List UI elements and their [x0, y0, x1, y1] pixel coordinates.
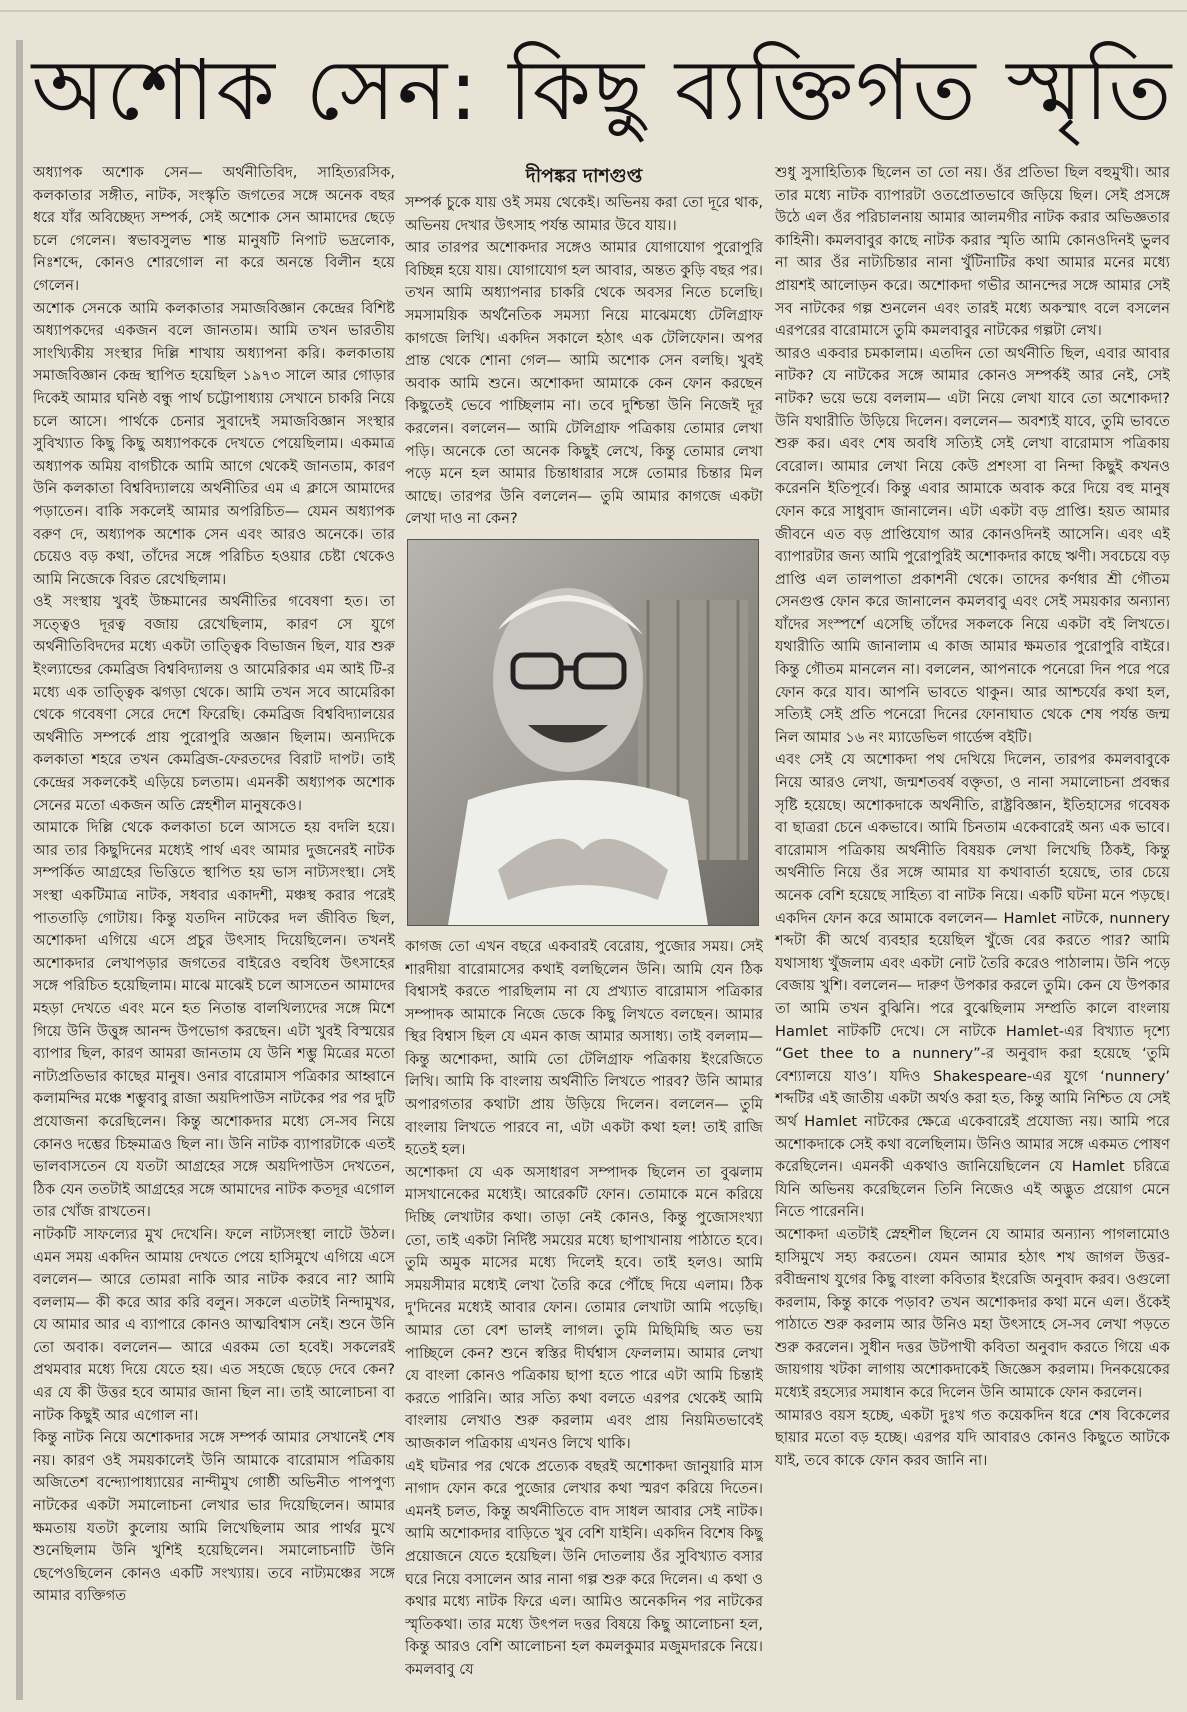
paragraph: ওই সংস্থায় খুবই উচ্চমানের অর্থনীতির গবেষণা হত। তা সত্ত্বেও দূরত্ব বজায় রেখেছিলাম, কারণ সে যুগে অর্থনীতিবিদদের মধ্যে একটা তাত্ত্বিক বিভাজন ছিল, যার শুরু ইংল্যান্ডের কেমব্রিজ বিশ্ববিদ্যালয় ও আমেরিকার এম আই টি-র মধ্যে এক তাত্ত্বিক ঝগড়া থেকে। আমি তখন সবে আমেরিকা থেকে গবেষণা সেরে দেশে ফিরেছি। কেমব্রিজ বিশ্ববিদ্যালয়ের অর্থনীতি সম্পর্কে প্রায় পুরোপুরি অজ্ঞান ছিলাম। অন্যদিকে কলকাতা শহরে তখন কেমব্রিজ-ফেরতদের বিরাট দাপট। তাই কেন্দ্রের সকলকেই এড়িয়ে চলতাম। এমনকী অধ্যাপক অশোক সেনের মতো একজন অতি স্নেহশীল মানুষকেও।: [33, 593, 395, 814]
paragraph: শুধু সুসাহিত্যিক ছিলেন তা তো নয়। ওঁর প্রতিভা ছিল বহুমুখী। আর তার মধ্যে নাটক ব্যাপারটা ওতপ্রোতভাবে জড়িয়ে ছিল। সেই প্রসঙ্গে উঠে এল ওঁর পরিচালনায় আমার আলমগীর নাটক করার অভিজ্ঞতার কাহিনী। কমলবাবুর কাছে নাটক করার স্মৃতি আমি কোনওদিনই ভুলব না আর ওঁর নাট্যচিন্তার নানা খুঁটিনাটির কথা আমার মনের মধ্যে প্রায়শই আলোড়ন করে। অশোকদা গভীর আনন্দের সঙ্গে আমার সেই সব নাটকের গল্প শুনলেন এবং তারই মধ্যে অকস্মাৎ বলে বসলেন এরপরের বারোমাসে তুমি কমলবাবুর নাটকের গল্পটা লেখ।: [775, 164, 1170, 340]
paragraph: আর তারপর অশোকদার সঙ্গেও আমার যোগাযোগ পুরোপুরি বিচ্ছিন্ন হয়ে যায়। যোগাযোগ হল আবার, অন্তত কুড়ি বছর পর। তখন আমি অধ্যাপনার চাকরি থেকে অবসর নিতে চলেছি। সমসাময়িক অর্থনৈতিক সমস্যা নিয়ে মাঝেমধ্যে টেলিগ্রাফ কাগজে লিখি। একদিন সকালে হঠাৎ এক টেলিফোন। অপর প্রান্ত থেকে শোনা গেল— আমি অশোক সেন বলছি। খুবই অবাক আমি শুনে। অশোকদা আমাকে কেন ফোন করছেন কিছুতেই ভেবে পাচ্ছিলাম না। তবে দুশ্চিন্তা উনি নিজেই দূর করলেন। বললেন— আমি টেলিগ্রাফ পত্রিকায় তোমার লেখা পড়ি। অনেকে তো অনেক কিছুই লেখে, কিন্তু তোমার লেখা পড়ে মনে হল আমার চিন্তাধারার সঙ্গে তোমার চিন্তার মিল আছে। তারপর উনি বললেন— তুমি আমার কাগজে একটা লেখা দাও না কেন?: [405, 239, 763, 528]
paragraph: অধ্যাপক অশোক সেন— অর্থনীতিবিদ, সাহিত্যরসিক, কলকাতার সঙ্গীত, নাটক, সংস্কৃতি জগতের সঙ্গে অনেক বছর ধরে যাঁর অবিচ্ছেদ্য সম্পর্ক, সেই অশোক সেন আমাদের ছেড়ে চলে গেলেন। স্বভাবসুলভ শান্ত মানুষটি নিপাট ভদ্রলোক, নিঃশব্দে, কোনও শোরগোল না করে অনন্তে বিলীন হয়ে গেলেন।: [33, 164, 395, 294]
paragraph: সম্পর্ক চুকে যায় ওই সময় থেকেই। অভিনয় করা তো দূরে থাক, অভিনয় দেখার উৎসাহ পর্যন্ত আমার উবে যায়।।: [405, 194, 763, 234]
author-byline: দীপঙ্কর দাশগুপ্ত: [525, 165, 643, 187]
paragraph: আরও একবার চমকালাম। এতদিন তো অর্থনীতি ছিল, এবার আবার নাটক? যে নাটকের সঙ্গে আমার কোনও সম্পর্কই আর নেই, সেই নাটক? ভয়ে ভয়ে বললাম— এটা নিয়ে লেখা যাবে তো অশোকদা? উনি যথারীতি উড়িয়ে দিলেন। বললেন— অবশ্যই যাবে, তুমি ভাবতে শুরু কর। এবং শেষ অবধি সত্যিই সেই লেখা বারোমাস পত্রিকায় বেরোল। আমার লেখা নিয়ে কেউ প্রশংসা বা নিন্দা কিছুই কখনও করেননি ইতিপূর্বে। কিন্তু এবার আমাকে অবাক করে দিয়ে বহু মানুষ ফোন করে সাধুবাদ জানালেন। এটা একটা বড় প্রাপ্তি। হয়ত আমার জীবনে এত বড় প্রাপ্তিযোগ আর কোনওদিনই আসেনি। এবং এই ব্যাপারটার জন্য আমি পুরোপুরিই অশোকদার কাছে ঋণী। সবচেয়ে বড় প্রাপ্তি এল তালপাতা প্রকাশনী থেকে। তাদের কর্ণধার শ্রী গৌতম সেনগুপ্ত ফোন করে জানালেন কমলবাবু এবং সেই সময়কার অন্যান্য যাঁদের সংস্পর্শে এসেছি তাঁদের সকলকে নিয়ে একটা বই লিখতে। যথারীতি আমি জানালাম এ কাজ আমার ক্ষমতার পুরোপুরি বাইরে। কিন্তু গৌতম মানলেন না। বললেন, আপনাকে পনেরো দিন পরে পরে ফোন করে যাব। আপনি ভাবতে থাকুন। আর আশ্চর্যের কথা হল, সত্যিই সেই প্রতি পনেরো দিনের ফোনাঘাত থেকে শেষ পর্যন্ত জন্ম নিল আমার ১৬ নং ম্যাডেভিল গার্ডেন্স বইটি।: [775, 344, 1170, 746]
page-edge-bar: [16, 40, 23, 1700]
article-column-2: [405, 162, 763, 1707]
portrait-photo: [407, 539, 759, 926]
paragraph: নাটকটি সাফল্যের মুখ দেখেনি। ফলে নাট্যসংস্থা লাটে উঠল। এমন সময় একদিন আমায় দেখতে পেয়ে হাসিমুখে এগিয়ে এসে বললেন— আরে তোমরা নাকি আর নাটক করবে না? আমি বললাম— কী করে আর করি বলুন। সকলে এতটাই নিন্দামুখর, যে আমার আর এ ব্যাপারে কোনও আত্মবিশ্বাস নেই। শুনে উনি তো অবাক। বললেন— আরে এরকম তো হবেই। সকলেরই প্রথমবার মধ্যে দিয়ে যেতে হয়। এত সহজে ছেড়ে দেবে কেন? এর যে কী উত্তর হবে আমার জানা ছিল না। তাই আলোচনা বা নাটক কিছুই আর এগোল না।: [33, 1225, 395, 1424]
paragraph: অশোকদা যে এক অসাধারণ সম্পাদক ছিলেন তা বুঝলাম মাসখানেকের মধ্যেই। আরেকটি ফোন। তোমাকে মনে করিয়ে দিচ্ছি লেখাটার কথা। তাড়া নেই কোনও, কিন্তু পুজোসংখ্যা তো, তাই একটা নির্দিষ্ট সময়ের মধ্যে ছাপাখানায় পাঠাতে হবে। তুমি অমুক মাসের মধ্যে দিলেই হবে। তাই হলও। আমি সময়সীমার মধ্যেই লেখা তৈরি করে পৌঁছে দিয়ে এলাম। ঠিক দু'দিনের মধ্যেই আবার ফোন। তোমার লেখাটা আমি পড়েছি। আমার তো বেশ ভালই লাগল। তুমি মিছিমিছি অত ভয় পাচ্ছিলে কেন? শুনে স্বস্তির দীর্ঘশ্বাস ফেললাম। আমার লেখা যে বাংলা কোনও পত্রিকায় ছাপা হতে পারে এটা আমি চিন্তাই করতে পারিনি। আর সত্যি কথা বলতে এরপর থেকেই আমি বাংলায় লেখাও শুরু করলাম এবং প্রায় নিয়মিতভাবেই আজকাল পত্রিকায় এখনও লিখে থাকি।: [405, 1163, 763, 1452]
paragraph: কাগজ তো এখন বছরে একবারই বেরোয়, পুজোর সময়। সেই শারদীয়া বারোমাসের কথাই বলছিলেন উনি। আমি যেন ঠিক বিশ্বাসই করতে পারছিলাম না যে প্রখ্যাত বারোমাস পত্রিকার সম্পাদক আমাকে নিজে ডেকে কিছু লিখতে বলছেন। আমার স্থির বিশ্বাস ছিল যে এমন কাজ আমার অসাধ্য। তাই বললাম— কিন্তু অশোকদা, আমি তো টেলিগ্রাফ পত্রিকায় ইংরেজিতে লিখি। আমি কি বাংলায় অর্থনীতি লিখতে পারব? উনি আমার অপারগতার কথাটা প্রায় উড়িয়ে দিলেন। বললেন— তুমি বাংলায় লিখতে পারবে না, এটা একটা কথা হল! তাই রাজি হতেই হল।: [405, 937, 763, 1159]
portrait-photo-icon: [408, 540, 758, 925]
paragraph: আমাকে দিল্লি থেকে কলকাতা চলে আসতে হয় বদলি হয়ে। আর তার কিছুদিনের মধ্যেই পার্থ এবং আমার দুজনেরই নাটক সম্পর্কিত আগ্রহের ভিত্তিতে স্থাপিত হয় ভাস নাট্যসংস্থা। সেই সংস্থা একটিমাত্র নাটক, সধবার একাদশী, মঞ্চস্থ করার পরেই পাততাড়ি গোটায়। কিন্তু যতদিন নাটকের দল জীবিত ছিল, অশোকদা এগিয়ে এসে প্রচুর উৎসাহ দিয়েছিলেন। তখনই অশোকদার লেখাপড়ার জগতের বাইরেও বহুবিধ উৎসাহের সঙ্গে পরিচিত হয়েছিলাম। মাঝে মাঝেই চলে আসতেন আমাদের মহড়া দেখতে এবং মনে হত নিতান্ত বালখিল্যদের সঙ্গে মিশে গিয়ে উনি উত্তুঙ্গ আনন্দ উপভোগ করছেন। এটা খুবই বিস্ময়ের ব্যাপার ছিল, কারণ আমরা জানতাম যে উনি শম্ভু মিত্রের মতো নাট্যপ্রতিভার কাছের মানুষ। ওনার বারোমাস পত্রিকার আহ্বানে কলামন্দির মঞ্চে শম্ভুবাবু রাজা অয়দিপাউস নাটকের পর পর দুটি প্রযোজনা করেছিলেন। কিন্তু অশোকদার মধ্যে সে-সব নিয়ে কোনও দম্ভের চিহ্নমাত্রও ছিল না। উনি নাটক ব্যাপারটাকে এতই ভালবাসতেন যে যতটা আগ্রহের সঙ্গে অয়দিপাউস দেখতেন, ঠিক যেন ততটাই আগ্রহের সঙ্গে আমাদের নাটক কতদূর এগোল তার খোঁজ রাখতেন।: [33, 819, 395, 1221]
article-column-1: [33, 162, 395, 1707]
paragraph: অশোকদা এতটাই স্নেহশীল ছিলেন যে আমার অন্যান্য পাগলামোও হাসিমুখে সহ্য করতেন। যেমন আমার হঠাৎ শখ জাগল উত্তর- রবীন্দ্রনাথ যুগের কিছু বাংলা কবিতার ইংরেজি অনুবাদ করব। ওগুলো করলাম, কিন্তু কাকে পড়াব? তখন অশোকদার কথা মনে এল। ওঁকেই পাঠাতে শুরু করলাম আর উনিও মহা উৎসাহে সে-সব লেখা পড়তে শুরু করলেন। সুধীন দত্তর উটপাখী কবিতা অনুবাদ করতে গিয়ে এক জায়গায় খটকা লাগায় অশোকদাকেই জিজ্ঞেস করলাম। দিনকয়েকের মধ্যেই রহস্যের সমাধান করে দিলেন উনি আমাকে ফোন করলেন।: [775, 1225, 1170, 1402]
article-title: অশোক সেন: কিছু ব্যক্তিগত স্মৃতি: [31, 41, 1174, 139]
paragraph: আমারও বয়স হচ্ছে, একটা দুঃখ গত কয়েকদিন ধরে শেষ বিকেলের ছায়ার মতো বড় হচ্ছে। এরপর যদি আবারও কোনও কিছুতে আটকে যাই, তবে কাকে ফোন করব জানি না।: [775, 1406, 1170, 1469]
paragraph: অশোক সেনকে আমি কলকাতার সমাজবিজ্ঞান কেন্দ্রের বিশিষ্ট অধ্যাপকদের একজন বলে জানতাম। আমি তখন ভারতীয় সাংখ্যিকীয় সংস্থার দিল্লি শাখায় অধ্যাপনা করি। কলকাতায় সমাজবিজ্ঞান কেন্দ্র স্থাপিত হয়েছিল ১৯৭৩ সালে আর গোড়ার দিকেই আমার ঘনিষ্ঠ বন্ধু পার্থ চট্টোপাধ্যায় সেখানে চাকরি নিয়ে চলে আসে। পার্থকে চেনার সুবাদেই সমাজবিজ্ঞান সংস্থার সুবিখ্যাত কিছু কিছু অধ্যাপককে দেখতে পেয়েছিলাম। একমাত্র অধ্যাপক অমিয় বাগচীকে আমি আগে থেকেই জানতাম, কারণ উনি কলকাতা বিশ্ববিদ্যালয়ে অর্থনীতির এম এ ক্লাসে আমাদের পড়াতেন। বাকি সকলেই আমার অপরিচিত— যেমন অধ্যাপক বরুণ দে, অধ্যাপক অশোক সেন এবং আরও অনেকে। তার চেয়েও বড় কথা, তাঁদের সঙ্গে পরিচিত হওয়ার চেষ্টা থেকেও আমি নিজেকে বিরত রেখেছিলাম।: [33, 299, 395, 588]
page-top-rule: [0, 10, 1187, 12]
paragraph: কিন্তু নাটক নিয়ে অশোকদার সঙ্গে সম্পর্ক আমার সেখানেই শেষ নয়। কারণ ওই সময়কালেই উনি আমাকে বারোমাস পত্রিকায় অজিতেশ বন্দ্যোপাধ্যায়ের নান্দীমুখ গোষ্ঠী অভিনীত পাপপুণ্য নাটকের একটা সমালোচনা লেখার ভার দিয়েছিলেন। আমার ক্ষমতায় যতটা কুলোয় আমি লিখেছিলাম আর পার্থর মুখে শুনেছিলাম উনি খুশিই হয়েছিলেন। সমালোচনাটি উনি ছেপেওছিলেন কোনও একটি সংখ্যায়। তবে নাট্যমঞ্চের সঙ্গে আমার ব্যক্তিগত: [33, 1429, 395, 1605]
paragraph: এবং সেই যে অশোকদা পথ দেখিয়ে দিলেন, তারপর কমলবাবুকে নিয়ে আরও লেখা, জন্মশতবর্ষ বক্তৃতা, ও নানা সমালোচনা প্রবন্ধর সৃষ্টি হয়েছে। অশোকদাকে অর্থনীতি, রাষ্ট্রবিজ্ঞান, ইতিহাসের গবেষক বা ছাত্ররা চেনে একভাবে। আমি চিনতাম একেবারেই অন্য এক ভাবে। বারোমাস পত্রিকায় অর্থনীতি বিষয়ক লেখা লিখেছি ঠিকই, কিন্তু অর্থনীতি নিয়ে ওঁর সঙ্গে আমার যা কথাবার্তা হয়েছে, তার চেয়ে অনেক বেশি হয়েছে সাহিত্য বা নাটক নিয়ে। একটি ঘটনা মনে পড়ছে। একদিন ফোন করে আমাকে বললেন— Hamlet নাটকে, nunnery শব্দটা কী অর্থে ব্যবহার হয়েছিল খুঁজে বের করতে পার? আমি যথাসাধ্য খুঁজলাম এবং একটা নোট তৈরি করেও পাঠালাম। উনি পড়ে বেজায় খুশি। বললেন— দারুণ উপকার করলে তুমি। কেন যে উপকার তা আমি তখন বুঝিনি। পরে বুঝেছিলাম সম্প্রতি কালে বাংলায় Hamlet নাটকটি দেখে। সে নাটকে Hamlet-এর বিখ্যাত দৃশ্যে “Get thee to a nunnery”-র অনুবাদ করা হয়েছে ‘তুমি বেশ্যালয়ে যাও’। যদিও Shakespeare-এর যুগে ‘nunnery’ শব্দটির এই জাতীয় একটা অর্থও করা হত, কিন্তু আমি নিশ্চিত যে সেই অর্থ Hamlet নাটকের ক্ষেত্রে একেবারেই প্রযোজ্য নয়। আমি পরে অশোকদাকে সেই কথা বলেছিলাম। উনিও আমার সঙ্গে একমত পোষণ করেছিলেন। এমনকী একথাও জানিয়েছিলেন যে Hamlet চরিত্রে যিনি অভিনয় করেছিলেন তিনি নিজেও এই অদ্ভুত প্রয়োগ মেনে নিতে পারেননি।: [775, 751, 1170, 1221]
article-column-3: [775, 162, 1170, 1707]
paragraph: এই ঘটনার পর থেকে প্রত্যেক বছরই অশোকদা জানুয়ারি মাস নাগাদ ফোন করে পুজোর লেখার কথা স্মরণ করিয়ে দিতেন। এমনই চলত, কিন্তু অর্থনীতিতে বাদ সাধল আবার সেই নাটক। আমি অশোকদার বাড়িতে খুব বেশি যাইনি। একদিন বিশেষ কিছু প্রয়োজনে যেতে হয়েছিল। উনি দোতলায় ওঁর সুবিখ্যাত বসার ঘরে নিয়ে বসালেন আর নানা গল্প শুরু করে দিলেন। এ কথা ও কথার মধ্যে নাটক ফিরে এল। আমিও অনেকদিন পর নাটকের স্মৃতিকথা। তার মধ্যে উৎপল দত্তর বিষয়ে কিছু আলোচনা হল, কিন্তু আরও বেশি আলোচনা হল কমলকুমার মজুমদারকে নিয়ে। কমলবাবু যে: [405, 1457, 763, 1678]
